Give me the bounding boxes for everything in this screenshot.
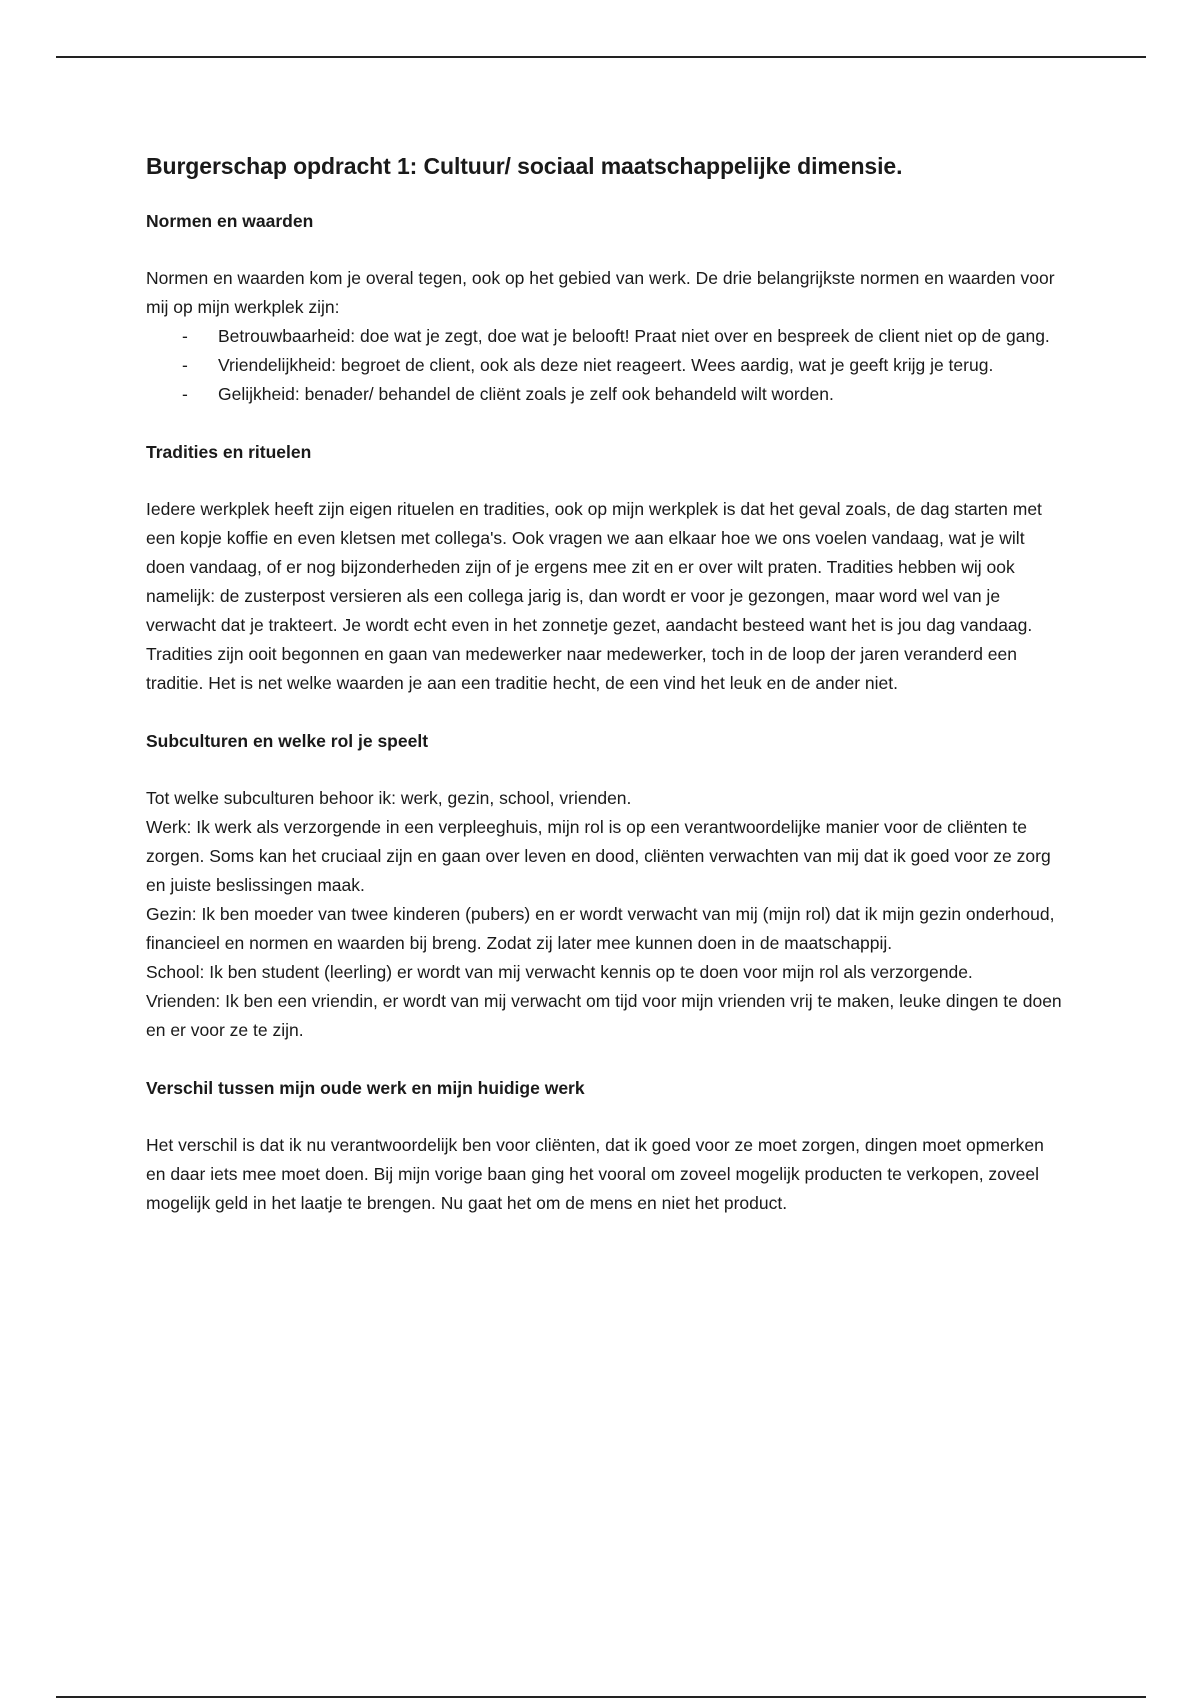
paragraph: School: Ik ben student (leerling) er wordt van mij verwacht kennis op te doen voor mijn rol als verzorgende. <box>146 962 973 982</box>
section-normen-en-waarden <box>146 208 1066 409</box>
document-title: Burgerschap opdracht 1: Cultuur/ sociaal maatschappelijke dimensie. <box>146 153 903 179</box>
section-heading: Normen en waarden <box>146 211 314 231</box>
list-item <box>146 351 1066 380</box>
section-tradities-en-rituelen <box>146 439 1066 698</box>
list-item <box>146 380 1066 409</box>
top-rule <box>56 56 1146 58</box>
paragraph: Tradities zijn ooit begonnen en gaan van medewerker naar medewerker, toch in de loop der jaren veranderd een traditie. Het is net welke waarden je aan een traditie hecht, de een vind het leuk en de ander niet. <box>146 644 1018 693</box>
paragraph: Iedere werkplek heeft zijn eigen rituelen en tradities, ook op mijn werkplek is dat het geval zoals, de dag starten met een kopje koffie en even kletsen met collega's. Ook vragen we aan elkaar hoe we ons voelen vandaag, wat je wilt doen vandaag, of er nog bijzonderheden zijn of je ergens mee zit en er over wilt praten. Tradities hebben wij ook namelijk: de zusterpost versieren als een collega jarig is, dan wordt er voor je gezongen, maar word wel van je verwacht dat je trakteert. Je wordt echt even in het zonnetje gezet, aandacht besteed want het is jou dag vandaag. <box>146 499 1042 635</box>
section-heading: Subculturen en welke rol je speelt <box>146 731 429 751</box>
section-verschil-werk <box>146 1075 1066 1218</box>
paragraph: Tot welke subculturen behoor ik: werk, gezin, school, vrienden. <box>146 788 632 808</box>
bullet-marker: - <box>182 355 188 375</box>
list-item <box>146 322 1066 351</box>
section-heading: Tradities en rituelen <box>146 442 312 462</box>
paragraph: Gezin: Ik ben moeder van twee kinderen (pubers) en er wordt verwacht van mij (mijn rol) dat ik mijn gezin onderhoud, financieel en normen en waarden bij breng. Zodat zij later mee kunnen doen in de maatschappij. <box>146 904 1055 953</box>
paragraph: Werk: Ik werk als verzorgende in een verpleeghuis, mijn rol is op een verantwoordelijke manier voor de cliënten te zorgen. Soms kan het cruciaal zijn en gaan over leven en dood, cliënten verwachten van mij dat ik goed voor ze zorg en juiste beslissingen maak. <box>146 817 1051 895</box>
section-intro: Normen en waarden kom je overal tegen, ook op het gebied van werk. De drie belangrijkste normen en waarden voor mij op mijn werkplek zijn: <box>146 268 1055 317</box>
section-heading: Verschil tussen mijn oude werk en mijn huidige werk <box>146 1078 585 1098</box>
list-item-text: Gelijkheid: benader/ behandel de cliënt zoals je zelf ook behandeld wilt worden. <box>218 384 834 404</box>
bullet-marker: - <box>182 384 188 404</box>
list-item-text: Vriendelijkheid: begroet de client, ook als deze niet reageert. Wees aardig, wat je geeft krijg je terug. <box>218 355 994 375</box>
bullet-list <box>146 322 1066 409</box>
paragraph: Vrienden: Ik ben een vriendin, er wordt van mij verwacht om tijd voor mijn vrienden vrij te maken, leuke dingen te doen en er voor ze te zijn. <box>146 991 1062 1040</box>
section-subculturen <box>146 728 1066 1045</box>
bullet-marker: - <box>182 326 188 346</box>
paragraph: Het verschil is dat ik nu verantwoordelijk ben voor cliënten, dat ik goed voor ze moet zorgen, dingen moet opmerken en daar iets mee moet doen. Bij mijn vorige baan ging het vooral om zoveel mogelijk producten te verkopen, zoveel mogelijk geld in het laatje te brengen. Nu gaat het om de mens en niet het product. <box>146 1135 1044 1213</box>
list-item-text: Betrouwbaarheid: doe wat je zegt, doe wat je belooft! Praat niet over en bespreek de client niet op de gang. <box>218 326 1050 346</box>
document-body <box>146 150 1066 1248</box>
bottom-rule <box>56 1696 1146 1698</box>
